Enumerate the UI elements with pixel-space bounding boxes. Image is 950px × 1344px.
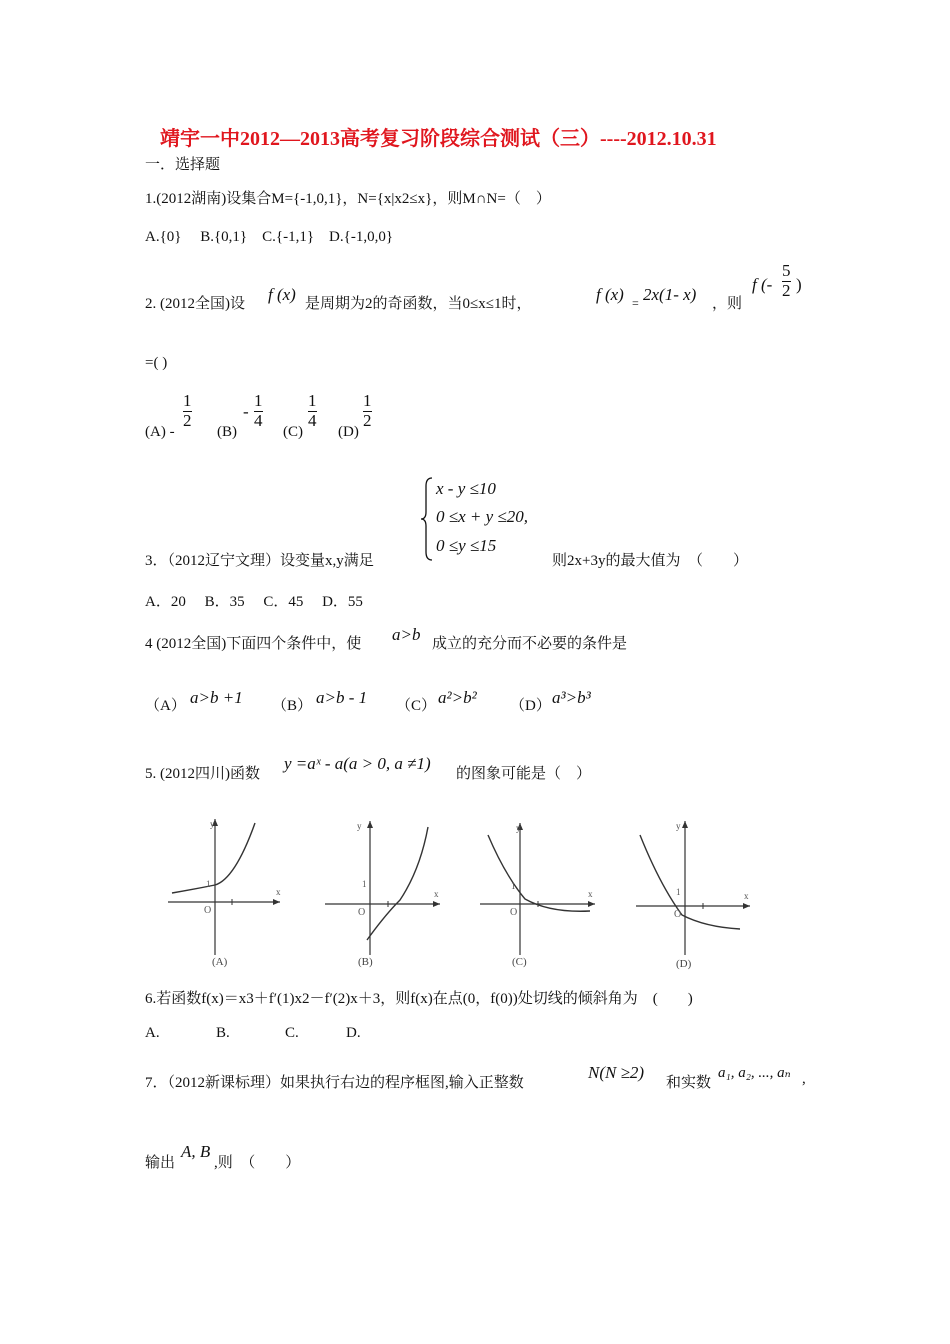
- q4-opt-d-label: （D）: [510, 698, 551, 714]
- q1-options: A.{0} B.{0,1} C.{-1,1} D.{-1,0,0}: [145, 229, 394, 245]
- q2-opt-d-frac: $\frac{1}{2}$: [363, 391, 372, 430]
- q7-comma: ,: [802, 1071, 806, 1087]
- graph-d-x-label: x: [744, 891, 749, 901]
- q4-opt-c-expr: a²>b²: [438, 688, 477, 707]
- q1-text: 1.(2012湖南)设集合M={-1,0,1}，N={x|x2≤x}，则M∩N=（ ）: [145, 191, 551, 207]
- graph-a-x-label: x: [276, 887, 281, 897]
- graph-c-one: 1: [511, 881, 516, 891]
- graph-b: [325, 821, 440, 968]
- q2-ask-f: f (-: [752, 275, 773, 294]
- q3-options: A．20 B．35 C．45 D．55: [145, 594, 363, 610]
- graph-d-origin: O: [674, 909, 682, 920]
- q4-prefix: 4 (2012全国)下面四个条件中，使: [145, 636, 362, 652]
- q2-opt-c-label: (C): [283, 424, 303, 440]
- q3-brace: [420, 476, 434, 562]
- q6-opt-d: D.: [346, 1025, 361, 1041]
- q2-fx: f (x): [268, 285, 296, 304]
- graph-b-y-label: y: [357, 821, 362, 831]
- q6-text: 6.若函数f(x)＝x3＋f′(1)x2－f′(2)x＋3，则f(x)在点(0，f(0))处切线的倾斜角为 ( ): [145, 991, 693, 1007]
- q4-opt-b-label: （B）: [272, 698, 313, 714]
- graph-d-y-label: y: [676, 821, 681, 831]
- graph-b-origin: O: [358, 907, 366, 918]
- q2-opt-a-frac: $\frac{1}{2}$: [183, 391, 192, 430]
- q5-suffix: 的图象可能是（ ）: [456, 766, 592, 782]
- q5-func: y =aˣ - a(a > 0, a ≠1): [284, 754, 431, 773]
- section-heading: 一．选择题: [145, 157, 221, 173]
- graph-b-label: (B): [358, 956, 373, 968]
- graph-a-origin: O: [204, 905, 212, 916]
- graph-a-one: 1: [206, 879, 211, 889]
- q2-opt-b-sign: -: [243, 402, 249, 421]
- q6-opt-c: C.: [285, 1025, 299, 1041]
- q3-prefix: 3．（2012辽宁文理）设变量x,y满足: [145, 553, 374, 569]
- graph-d-label: (D): [676, 958, 692, 970]
- q2-opt-a-label: (A) -: [145, 424, 175, 440]
- q4-opt-c-label: （C）: [396, 698, 437, 714]
- q2-eq: =( ): [145, 355, 168, 371]
- q3-suffix: 则2x+3y的最大值为 （ ）: [552, 553, 748, 569]
- q3-system-1: x - y ≤10: [436, 479, 496, 498]
- q4-opt-d-expr: a³>b³: [552, 688, 591, 707]
- q7-line2-prefix: 输出: [145, 1155, 176, 1171]
- q2-sep: ，则: [712, 296, 743, 312]
- graph-c-origin: O: [510, 907, 518, 918]
- q4-suffix: 成立的充分而不必要的条件是: [432, 636, 628, 652]
- graph-a-y-label: y: [210, 819, 215, 829]
- q6-opt-a: A.: [145, 1025, 160, 1041]
- q4-opt-b-expr: a>b - 1: [316, 688, 368, 707]
- q7-seq: a₁, a₂, ..., aₙ: [718, 1065, 791, 1081]
- q2-opt-b-frac: $\frac{1}{4}$: [254, 391, 263, 430]
- q2-opt-b-label: (B): [217, 424, 237, 440]
- page-title: 靖宇一中2012—2013高考复习阶段综合测试（三）----2012.10.31: [160, 128, 717, 150]
- graph-b-x-label: x: [434, 889, 439, 899]
- graph-c: [480, 823, 595, 968]
- q5-prefix: 5. (2012四川)函数: [145, 766, 260, 782]
- q2-formula-eq: =: [632, 296, 639, 310]
- q3-system-3: 0 ≤y ≤15: [436, 536, 497, 555]
- q3-system-2: 0 ≤x + y ≤20,: [436, 507, 528, 526]
- q7-prefix: 7．（2012新课标理）如果执行右边的程序框图,输入正整数: [145, 1075, 524, 1091]
- q2-opt-d-label: (D): [338, 424, 359, 440]
- q2-ask-frac: $\frac{5}{2}$: [782, 261, 791, 300]
- graph-c-x-label: x: [588, 889, 593, 899]
- graph-c-y-label: y: [516, 823, 521, 833]
- graph-d-one: 1: [676, 887, 681, 897]
- q2-prefix: 2. (2012全国)设: [145, 296, 245, 312]
- q7-n: N(N ≥2): [588, 1063, 645, 1082]
- q4-opt-a-label: （A）: [145, 698, 186, 714]
- q7-ab: A, B: [181, 1142, 211, 1161]
- graph-d: [636, 821, 750, 970]
- q2-ask-close: ): [796, 275, 802, 294]
- q2-formula-lhs: f (x): [596, 285, 624, 304]
- q2-mid: 是周期为2的奇函数，当0≤x≤1时，: [305, 296, 532, 312]
- graph-a: [168, 819, 281, 968]
- graph-c-label: (C): [512, 956, 527, 968]
- q5-graphs: [160, 815, 760, 985]
- q7-line2-suffix: ,则 （ ）: [214, 1155, 301, 1171]
- graph-a-label: (A): [212, 956, 228, 968]
- q4-opt-a-expr: a>b +1: [190, 688, 243, 707]
- q6-opt-b: B.: [216, 1025, 230, 1041]
- q2-opt-c-frac: $\frac{1}{4}$: [308, 391, 317, 430]
- graph-b-one: 1: [362, 879, 367, 889]
- q4-cond: a>b: [392, 625, 421, 644]
- q7-mid: 和实数: [666, 1075, 712, 1091]
- q2-formula-rhs: 2x(1- x): [643, 285, 697, 304]
